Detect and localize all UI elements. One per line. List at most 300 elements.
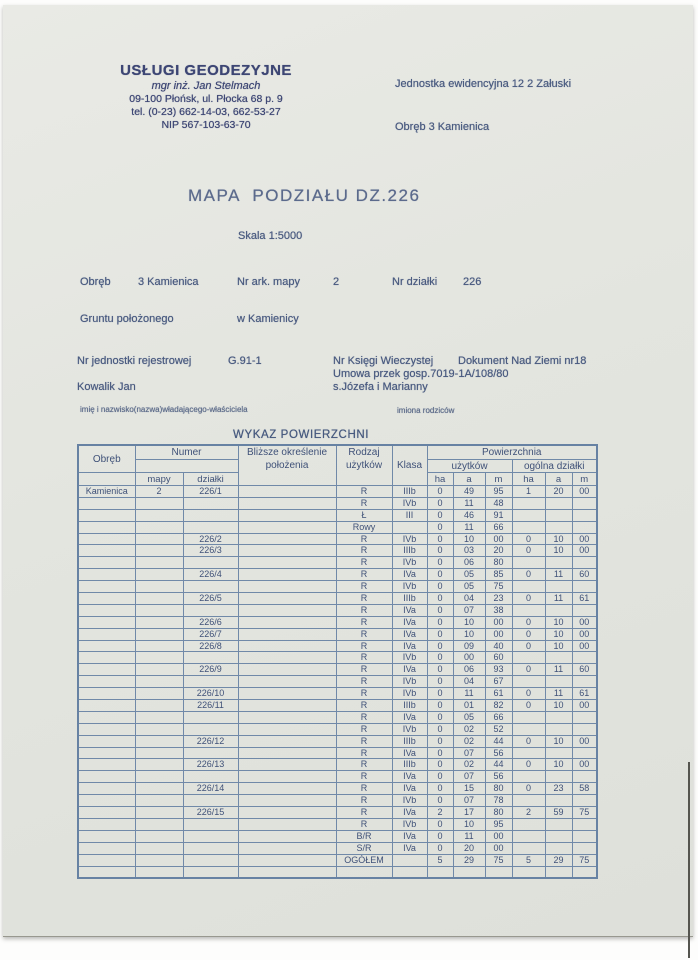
- table-cell: 00: [485, 842, 512, 854]
- table-cell: [512, 723, 545, 735]
- table-cell: [78, 616, 135, 628]
- table-cell: 0: [427, 735, 453, 747]
- table-body: [78, 486, 597, 879]
- table-cell: 80: [485, 807, 512, 819]
- table-cell: [512, 795, 545, 807]
- table-cell: 10: [545, 545, 572, 557]
- table-cell: IVa: [392, 569, 427, 581]
- table-cell: 00: [572, 545, 597, 557]
- table-cell: [238, 688, 336, 700]
- table-cell: 0: [427, 783, 453, 795]
- table-cell: R: [336, 818, 392, 830]
- table-cell: R: [336, 569, 392, 581]
- table-cell: [512, 771, 545, 783]
- table-row: [78, 628, 597, 640]
- table-cell: 10: [453, 628, 485, 640]
- table-row: [78, 557, 597, 569]
- table-row: [78, 759, 597, 771]
- table-cell: 46: [453, 509, 485, 521]
- table-cell: [78, 771, 135, 783]
- jednostka-ewidencyjna: Jednostka ewidencyjna 12 2 Załuski: [395, 78, 572, 90]
- table-cell: [572, 830, 597, 842]
- table-cell: [238, 711, 336, 723]
- table-cell: B/R: [336, 830, 392, 842]
- col-m-1: m: [485, 473, 512, 486]
- table-cell: [78, 807, 135, 819]
- table-cell: 75: [572, 854, 597, 866]
- table-cell: [512, 652, 545, 664]
- nr-jednostki-value: G.91-1: [228, 355, 262, 367]
- table-cell: 0: [512, 688, 545, 700]
- table-cell: 0: [512, 593, 545, 605]
- table-row: [78, 521, 597, 533]
- col-obreb: Obręb: [78, 445, 135, 473]
- table-cell: [238, 854, 336, 866]
- obreb-value: 3 Kamienica: [138, 276, 199, 288]
- table-cell: 60: [485, 652, 512, 664]
- table-cell: 226/8: [183, 640, 238, 652]
- table-cell: IVa: [392, 747, 427, 759]
- table-cell: [78, 830, 135, 842]
- company-phone: tel. (0-23) 662-14-03, 662-53-27: [131, 106, 281, 118]
- table-cell: 0: [427, 628, 453, 640]
- table-cell: 0: [427, 711, 453, 723]
- table-cell: [78, 628, 135, 640]
- table-row: [78, 640, 597, 652]
- table-cell: [183, 747, 238, 759]
- table-cell: 226/10: [183, 688, 238, 700]
- table-cell: 0: [427, 842, 453, 854]
- table-cell: IVb: [392, 497, 427, 509]
- table-cell: [135, 688, 183, 700]
- table-cell: [78, 545, 135, 557]
- table-row: [78, 818, 597, 830]
- table-cell: IVb: [392, 581, 427, 593]
- table-cell: [572, 557, 597, 569]
- table-cell: R: [336, 735, 392, 747]
- table-cell: R: [336, 747, 392, 759]
- table-cell: 0: [512, 545, 545, 557]
- table-cell: 0: [427, 557, 453, 569]
- table-cell: 0: [427, 759, 453, 771]
- table-cell: [78, 664, 135, 676]
- owner-caption: imię i nazwisko(nazwa)władającego-właściciela: [80, 405, 248, 414]
- nr-dzialki-label: Nr działki: [392, 276, 438, 288]
- col-numer: Numer: [135, 445, 238, 460]
- table-cell: [135, 664, 183, 676]
- table-cell: IVb: [392, 688, 427, 700]
- table-cell: 00: [572, 640, 597, 652]
- table-row: [78, 509, 597, 521]
- table-cell: 0: [512, 783, 545, 795]
- table-cell: [238, 545, 336, 557]
- table-cell: [238, 795, 336, 807]
- table-cell: [512, 676, 545, 688]
- col-mapy: mapy: [135, 473, 183, 486]
- table-cell: [572, 521, 597, 533]
- table-cell: 44: [485, 759, 512, 771]
- table-cell: 0: [427, 676, 453, 688]
- table-cell: IVa: [392, 783, 427, 795]
- table-row: [78, 747, 597, 759]
- table-cell: 00: [572, 628, 597, 640]
- table-cell: 0: [427, 688, 453, 700]
- table-cell: [135, 533, 183, 545]
- table-cell: [135, 830, 183, 842]
- table-cell: [183, 842, 238, 854]
- table-cell: S/R: [336, 842, 392, 854]
- table-cell: [512, 557, 545, 569]
- table-cell: 05: [453, 711, 485, 723]
- table-cell: IVa: [392, 604, 427, 616]
- table-cell: [512, 711, 545, 723]
- table-cell: [238, 628, 336, 640]
- table-row: [78, 688, 597, 700]
- table-cell: R: [336, 723, 392, 735]
- table-row: [78, 866, 597, 878]
- table-cell: [427, 866, 453, 878]
- table-cell: 61: [485, 688, 512, 700]
- table-cell: [545, 795, 572, 807]
- table-cell: 0: [427, 604, 453, 616]
- table-cell: [238, 866, 336, 878]
- table-cell: [238, 616, 336, 628]
- table-cell: [238, 723, 336, 735]
- table-cell: 00: [572, 759, 597, 771]
- table-cell: [238, 771, 336, 783]
- table-cell: 0: [427, 652, 453, 664]
- table-cell: 00: [453, 652, 485, 664]
- table-cell: [183, 557, 238, 569]
- table-cell: 00: [485, 830, 512, 842]
- table-cell: [183, 509, 238, 521]
- table-cell: [135, 628, 183, 640]
- table-cell: [572, 676, 597, 688]
- table-cell: R: [336, 545, 392, 557]
- table-cell: [238, 652, 336, 664]
- table-cell: IIIb: [392, 759, 427, 771]
- table-cell: [572, 497, 597, 509]
- table-cell: 10: [545, 700, 572, 712]
- table-cell: [135, 509, 183, 521]
- table-cell: 226/5: [183, 593, 238, 605]
- table-cell: 10: [453, 616, 485, 628]
- table-cell: 00: [572, 616, 597, 628]
- table-cell: OGÓŁEM: [336, 854, 392, 866]
- table-cell: [78, 723, 135, 735]
- area-table: [77, 444, 598, 879]
- table-cell: IVa: [392, 807, 427, 819]
- table-cell: 10: [545, 628, 572, 640]
- table-row: [78, 676, 597, 688]
- table-cell: [78, 557, 135, 569]
- table-cell: 66: [485, 521, 512, 533]
- table-cell: [238, 807, 336, 819]
- table-cell: R: [336, 795, 392, 807]
- table-cell: 00: [572, 486, 597, 498]
- table-cell: [545, 521, 572, 533]
- table-cell: [572, 723, 597, 735]
- table-cell: 226/13: [183, 759, 238, 771]
- umowa-line: Umowa przek gosp.7019-1A/108/80: [333, 368, 509, 380]
- table-cell: 0: [427, 533, 453, 545]
- table-cell: 29: [545, 854, 572, 866]
- table-cell: 0: [427, 581, 453, 593]
- table-row: [78, 533, 597, 545]
- table-cell: 20: [485, 545, 512, 557]
- table-cell: [183, 830, 238, 842]
- table-cell: 226/15: [183, 807, 238, 819]
- table-cell: IIIb: [392, 593, 427, 605]
- table-cell: 95: [485, 818, 512, 830]
- table-cell: [572, 842, 597, 854]
- table-cell: [78, 593, 135, 605]
- table-cell: [238, 569, 336, 581]
- table-cell: 0: [427, 818, 453, 830]
- table-cell: 60: [572, 664, 597, 676]
- table-cell: 10: [453, 818, 485, 830]
- document-title: MAPA PODZIAŁU DZ.226: [188, 186, 421, 205]
- table-cell: [392, 866, 427, 878]
- table-cell: 226/7: [183, 628, 238, 640]
- table-cell: [135, 711, 183, 723]
- table-cell: [512, 747, 545, 759]
- table-cell: IVa: [392, 771, 427, 783]
- table-cell: 0: [512, 616, 545, 628]
- table-cell: R: [336, 557, 392, 569]
- table-cell: 29: [453, 854, 485, 866]
- table-cell: 0: [512, 735, 545, 747]
- table-cell: 5: [512, 854, 545, 866]
- table-cell: 61: [572, 593, 597, 605]
- table-cell: [238, 557, 336, 569]
- table-cell: 75: [572, 807, 597, 819]
- table-cell: [135, 854, 183, 866]
- table-row: [78, 569, 597, 581]
- table-cell: [238, 676, 336, 688]
- table-cell: 0: [427, 521, 453, 533]
- table-cell: [135, 818, 183, 830]
- table-cell: [238, 509, 336, 521]
- table-cell: [545, 818, 572, 830]
- col-ha-1: ha: [427, 473, 453, 486]
- map-scale: Skala 1:5000: [238, 230, 303, 242]
- col-numer-spacer: [135, 460, 238, 473]
- table-cell: 11: [545, 569, 572, 581]
- table-cell: IVa: [392, 830, 427, 842]
- table-cell: 82: [485, 700, 512, 712]
- table-cell: 09: [453, 640, 485, 652]
- table-cell: [545, 771, 572, 783]
- table-cell: Kamienica: [78, 486, 135, 498]
- table-cell: [238, 486, 336, 498]
- table-cell: 80: [485, 783, 512, 795]
- table-cell: [545, 842, 572, 854]
- table-cell: 0: [427, 486, 453, 498]
- table-cell: IVa: [392, 628, 427, 640]
- table-cell: 56: [485, 747, 512, 759]
- nr-jednostki-label: Nr jednostki rejestrowej: [77, 355, 192, 367]
- table-row: [78, 783, 597, 795]
- table-cell: 67: [485, 676, 512, 688]
- table-cell: [512, 866, 545, 878]
- table-cell: 10: [545, 735, 572, 747]
- table-cell: 10: [545, 759, 572, 771]
- table-cell: [238, 533, 336, 545]
- table-cell: R: [336, 497, 392, 509]
- table-cell: [512, 842, 545, 854]
- table-cell: 75: [485, 581, 512, 593]
- table-cell: 10: [545, 640, 572, 652]
- table-cell: [545, 711, 572, 723]
- table-cell: 2: [427, 807, 453, 819]
- table-cell: R: [336, 628, 392, 640]
- table-cell: [78, 711, 135, 723]
- table-cell: [545, 723, 572, 735]
- table-cell: Ł: [336, 509, 392, 521]
- table-cell: [183, 795, 238, 807]
- table-row: [78, 616, 597, 628]
- table-cell: 56: [485, 771, 512, 783]
- table-cell: 226/1: [183, 486, 238, 498]
- table-row: [78, 593, 597, 605]
- table-cell: [183, 771, 238, 783]
- table-cell: [238, 700, 336, 712]
- table-cell: 04: [453, 676, 485, 688]
- col-m-2: m: [572, 473, 597, 486]
- table-cell: [78, 759, 135, 771]
- table-cell: 10: [453, 533, 485, 545]
- table-cell: IVb: [392, 795, 427, 807]
- col-powierzchnia: Powierzchnia: [427, 445, 597, 460]
- table-cell: [183, 854, 238, 866]
- table-cell: [78, 509, 135, 521]
- table-cell: 23: [545, 783, 572, 795]
- gruntu-label: Gruntu położonego: [80, 313, 174, 325]
- table-cell: IVa: [392, 640, 427, 652]
- table-cell: IVb: [392, 676, 427, 688]
- table-cell: [485, 866, 512, 878]
- table-cell: 00: [572, 700, 597, 712]
- table-cell: R: [336, 676, 392, 688]
- table-cell: 0: [427, 545, 453, 557]
- table-cell: R: [336, 616, 392, 628]
- table-cell: [512, 581, 545, 593]
- table-cell: [238, 783, 336, 795]
- table-cell: 0: [427, 723, 453, 735]
- table-cell: 66: [485, 711, 512, 723]
- table-cell: [545, 747, 572, 759]
- col-obreb-spacer: [78, 473, 135, 486]
- table-cell: [238, 830, 336, 842]
- table-cell: [135, 593, 183, 605]
- table-cell: [512, 604, 545, 616]
- parents-caption: imiona rodziców: [397, 406, 455, 415]
- table-cell: 40: [485, 640, 512, 652]
- table-row: [78, 807, 597, 819]
- table-cell: [78, 652, 135, 664]
- table-cell: 2: [135, 486, 183, 498]
- table-cell: [78, 581, 135, 593]
- table-cell: [238, 664, 336, 676]
- table-cell: [78, 842, 135, 854]
- table-cell: 00: [485, 533, 512, 545]
- table-cell: 78: [485, 795, 512, 807]
- table-cell: 0: [427, 830, 453, 842]
- table-cell: [512, 521, 545, 533]
- table-cell: 226/12: [183, 735, 238, 747]
- table-cell: [78, 795, 135, 807]
- table-cell: [135, 735, 183, 747]
- table-cell: [183, 711, 238, 723]
- col-dzialki: działki: [183, 473, 238, 486]
- table-cell: [545, 830, 572, 842]
- table-cell: [183, 652, 238, 664]
- table-cell: [572, 509, 597, 521]
- table-cell: 07: [453, 604, 485, 616]
- table-row: [78, 830, 597, 842]
- table-cell: IVb: [392, 652, 427, 664]
- table-cell: 20: [453, 842, 485, 854]
- table-cell: 11: [453, 497, 485, 509]
- company-owner: mgr inż. Jan Stelmach: [151, 80, 261, 92]
- table-cell: 11: [453, 521, 485, 533]
- table-cell: [238, 842, 336, 854]
- table-cell: 38: [485, 604, 512, 616]
- table-cell: 00: [572, 735, 597, 747]
- table-cell: 0: [427, 509, 453, 521]
- table-cell: 0: [512, 569, 545, 581]
- table-cell: [78, 497, 135, 509]
- table-cell: 0: [427, 747, 453, 759]
- scan-edge-artifact: [688, 762, 690, 958]
- table-cell: [78, 818, 135, 830]
- col-klasa: Klasa: [392, 445, 427, 486]
- table-cell: IVb: [392, 533, 427, 545]
- table-cell: 00: [572, 533, 597, 545]
- table-cell: [135, 842, 183, 854]
- table-cell: 0: [427, 795, 453, 807]
- table-cell: R: [336, 688, 392, 700]
- table-cell: [135, 521, 183, 533]
- table-cell: R: [336, 759, 392, 771]
- table-cell: 2: [512, 807, 545, 819]
- table-title: WYKAZ POWIERZCHNI: [233, 429, 370, 441]
- company-nip: NIP 567-103-63-70: [161, 119, 251, 131]
- table-cell: [183, 581, 238, 593]
- table-cell: 07: [453, 747, 485, 759]
- table-cell: [135, 676, 183, 688]
- table-cell: 0: [427, 771, 453, 783]
- table-cell: IVa: [392, 842, 427, 854]
- col-uzytkow: użytków: [427, 460, 512, 473]
- table-row: [78, 652, 597, 664]
- table-row: [78, 795, 597, 807]
- table-cell: [135, 795, 183, 807]
- table-cell: [135, 700, 183, 712]
- table-cell: [78, 854, 135, 866]
- table-cell: [545, 604, 572, 616]
- table-cell: [135, 569, 183, 581]
- table-cell: IVa: [392, 711, 427, 723]
- table-cell: R: [336, 807, 392, 819]
- table-cell: [78, 604, 135, 616]
- table-cell: 0: [427, 700, 453, 712]
- col-a-2: a: [545, 473, 572, 486]
- table-cell: 0: [512, 664, 545, 676]
- table-cell: III: [392, 509, 427, 521]
- obreb-label: Obręb: [80, 276, 111, 288]
